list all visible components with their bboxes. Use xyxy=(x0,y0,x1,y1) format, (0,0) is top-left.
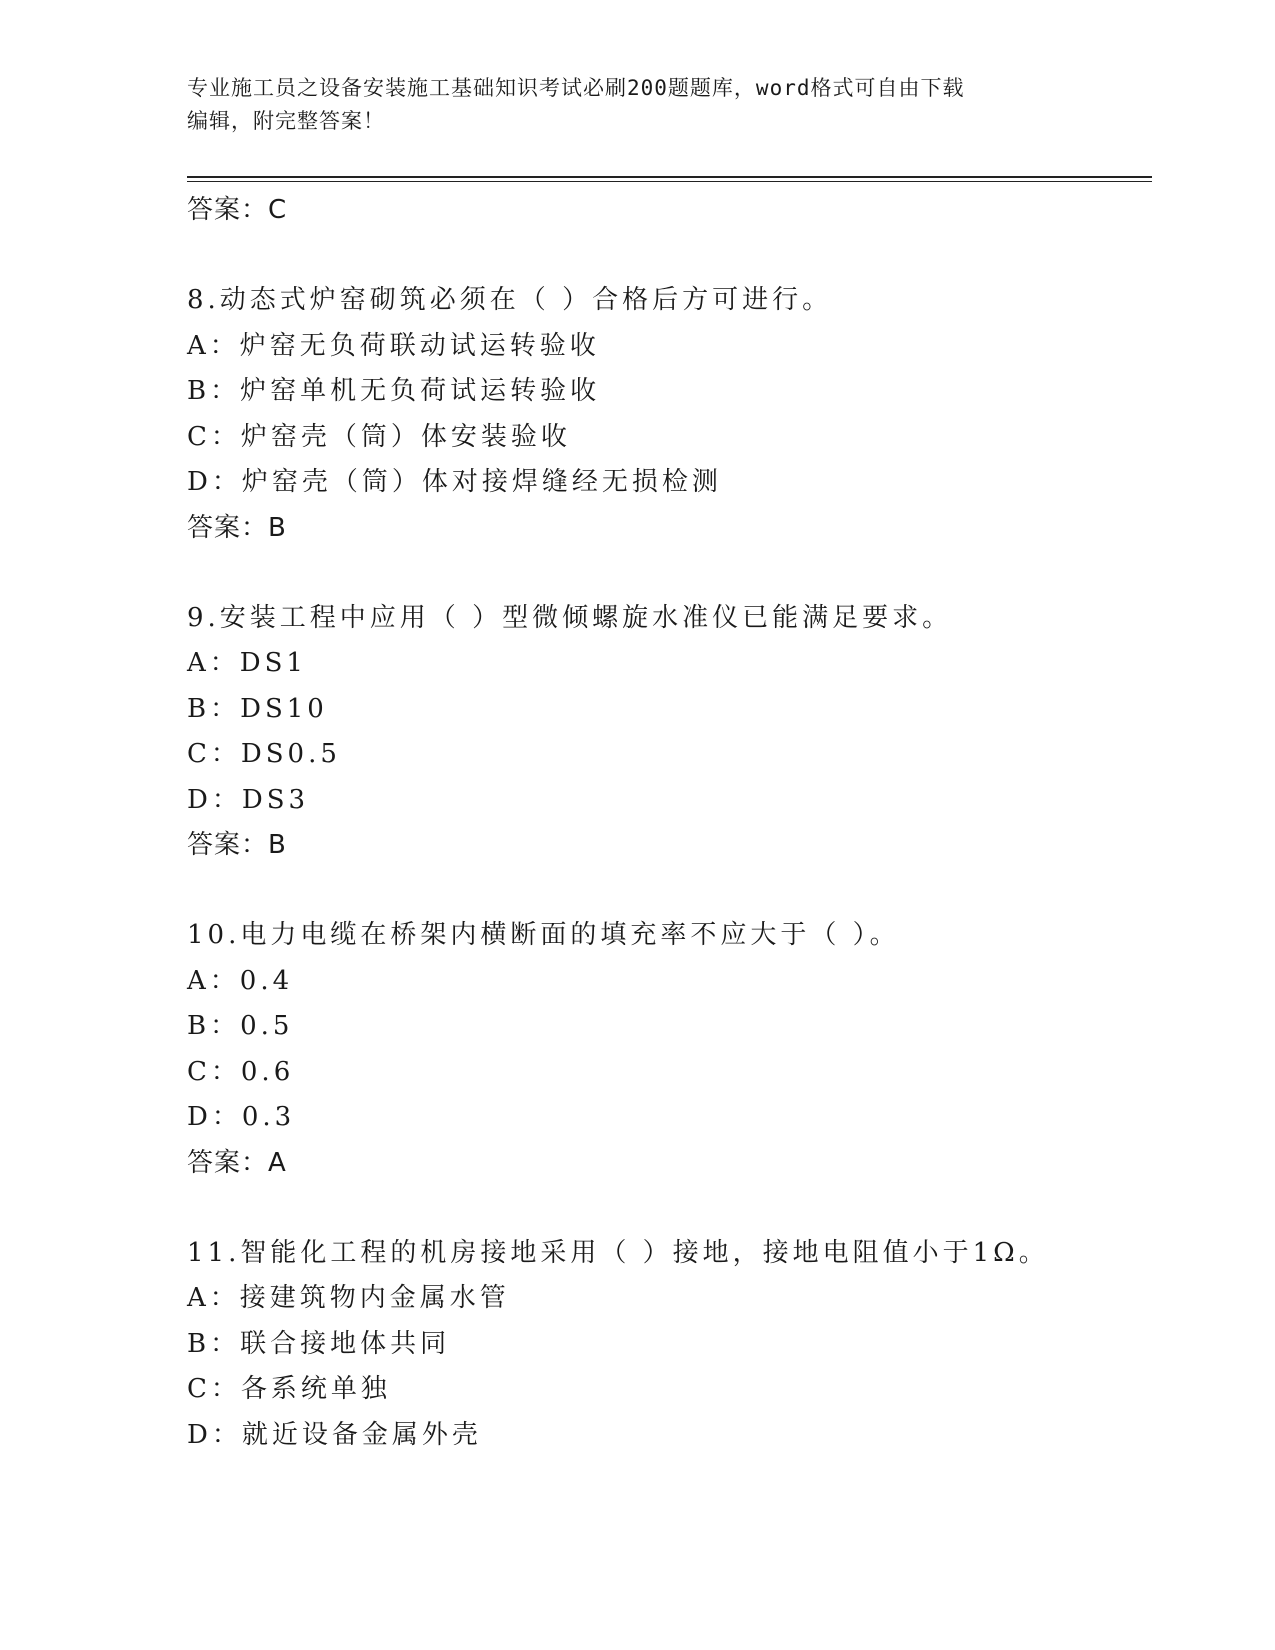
option-c: C：0.6 xyxy=(187,1056,295,1087)
question-stem: 8.动态式炉窑砌筑必须在（ ）合格后方可进行。 xyxy=(187,285,833,315)
option-d: D：就近设备金属外壳 xyxy=(187,1419,482,1450)
answer: 答案：A xyxy=(187,1147,287,1178)
question-11 xyxy=(187,1231,1167,1459)
question-10 xyxy=(187,913,1167,1186)
option-b: B：炉窑单机无负荷试运转验收 xyxy=(187,376,601,406)
question-stem: 9.安装工程中应用（ ）型微倾螺旋水准仪已能满足要求。 xyxy=(187,602,953,633)
option-d: D：0.3 xyxy=(187,1102,296,1132)
question-9 xyxy=(187,596,1167,869)
question-stem: 11.智能化工程的机房接地采用（ ）接地，接地电阻值小于1Ω。 xyxy=(187,1237,1049,1268)
option-d: D：DS3 xyxy=(187,784,310,815)
question-list xyxy=(187,188,1167,1458)
option-a: A：0.4 xyxy=(187,965,294,996)
header-divider-thick xyxy=(187,176,1152,178)
option-c: C：DS0.5 xyxy=(187,739,341,769)
question-stem: 10.电力电缆在桥架内横断面的填充率不应大于（ ）。 xyxy=(187,920,900,950)
header-line-2: 编辑，附完整答案！ xyxy=(187,109,385,133)
option-a: A：炉窑无负荷联动试运转验收 xyxy=(187,330,600,361)
option-d: D：炉窑壳（筒）体对接焊缝经无损检测 xyxy=(187,467,722,497)
document-header xyxy=(187,72,1087,138)
option-a: A：接建筑物内金属水管 xyxy=(187,1283,510,1313)
option-b: B：0.5 xyxy=(187,1011,294,1041)
question-8 xyxy=(187,278,1167,551)
previous-answer: 答案：C xyxy=(187,195,288,225)
option-b: B：联合接地体共同 xyxy=(187,1328,451,1359)
answer: 答案：B xyxy=(187,512,287,543)
option-b: B：DS10 xyxy=(187,693,328,724)
option-c: C：炉窑壳（筒）体安装验收 xyxy=(187,421,571,452)
header-divider-thin xyxy=(187,181,1152,182)
header-line-1: 专业施工员之设备安装施工基础知识考试必刷200题题库，word格式可自由下载 xyxy=(187,76,965,100)
option-a: A：DS1 xyxy=(187,648,307,678)
option-c: C：各系统单独 xyxy=(187,1374,391,1404)
answer: 答案：B xyxy=(187,830,287,860)
